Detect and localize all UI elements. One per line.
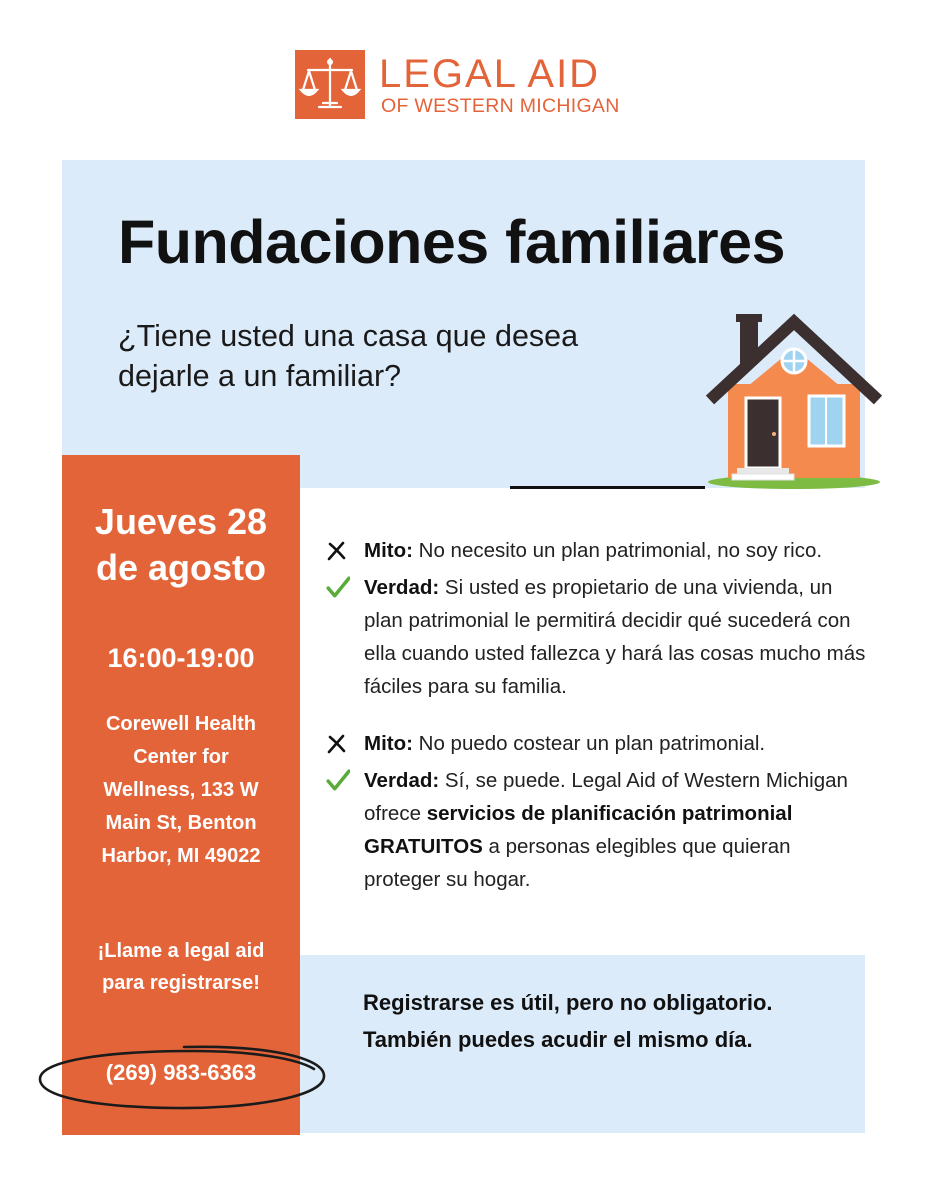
myth-text: No puedo costear un plan patrimonial. bbox=[418, 732, 766, 755]
check-mark-icon bbox=[326, 575, 350, 599]
event-sidebar bbox=[62, 455, 300, 1135]
scales-of-justice-icon bbox=[295, 50, 365, 119]
x-mark-icon bbox=[326, 540, 348, 562]
call-to-action: ¡Llame a legal aid para registrarse! bbox=[97, 940, 265, 994]
x-mark-icon bbox=[326, 733, 348, 755]
event-date: Jueves 28 de agosto bbox=[94, 501, 268, 588]
truth-text-after: a personas elegibles que quieran proteger su hogar. bbox=[364, 835, 791, 891]
event-venue: Corewell Health Center for Wellness, 133 W Main St, Benton Harbor, MI 49022 bbox=[101, 713, 261, 867]
myth-item bbox=[326, 534, 866, 567]
truth-label: Verdad: bbox=[364, 769, 440, 792]
truth-item bbox=[326, 764, 866, 896]
myths-and-facts bbox=[326, 534, 866, 896]
house-icon bbox=[706, 308, 882, 492]
myth-label: Mito: bbox=[364, 539, 413, 562]
myth-label: Mito: bbox=[364, 732, 413, 755]
myth-item bbox=[326, 727, 866, 760]
divider-line bbox=[510, 486, 705, 489]
event-time: 16:00-19:00 bbox=[107, 643, 255, 673]
registration-note: Registrarse es útil, pero no obligatorio. También puedes acudir el mismo día. bbox=[363, 990, 773, 1052]
page-title: Fundaciones familiares bbox=[118, 208, 785, 276]
truth-text: Si usted es propietario de una vivienda, un plan patrimonial le permitirá decidir qué sucederá con ella cuando usted fallezca y hará las cosas mucho más fáciles para su familia. bbox=[364, 576, 866, 698]
truth-text-before: Sí, se puede. Legal Aid of Western Michigan ofrece bbox=[364, 769, 848, 825]
check-mark-icon bbox=[326, 768, 350, 792]
subtitle: ¿Tiene usted una casa que desea dejarle a un familiar? bbox=[118, 319, 579, 393]
myth-text: No necesito un plan patrimonial, no soy rico. bbox=[418, 539, 823, 562]
truth-item bbox=[326, 571, 866, 703]
phone-number[interactable]: (269) 983-6363 bbox=[105, 1060, 257, 1085]
logo-title: LEGAL AID bbox=[379, 52, 601, 96]
truth-text-bold: servicios de planificación patrimonial GRATUITOS bbox=[364, 802, 793, 858]
logo-subtitle: OF WESTERN MICHIGAN bbox=[381, 95, 620, 117]
truth-label: Verdad: bbox=[364, 576, 440, 599]
